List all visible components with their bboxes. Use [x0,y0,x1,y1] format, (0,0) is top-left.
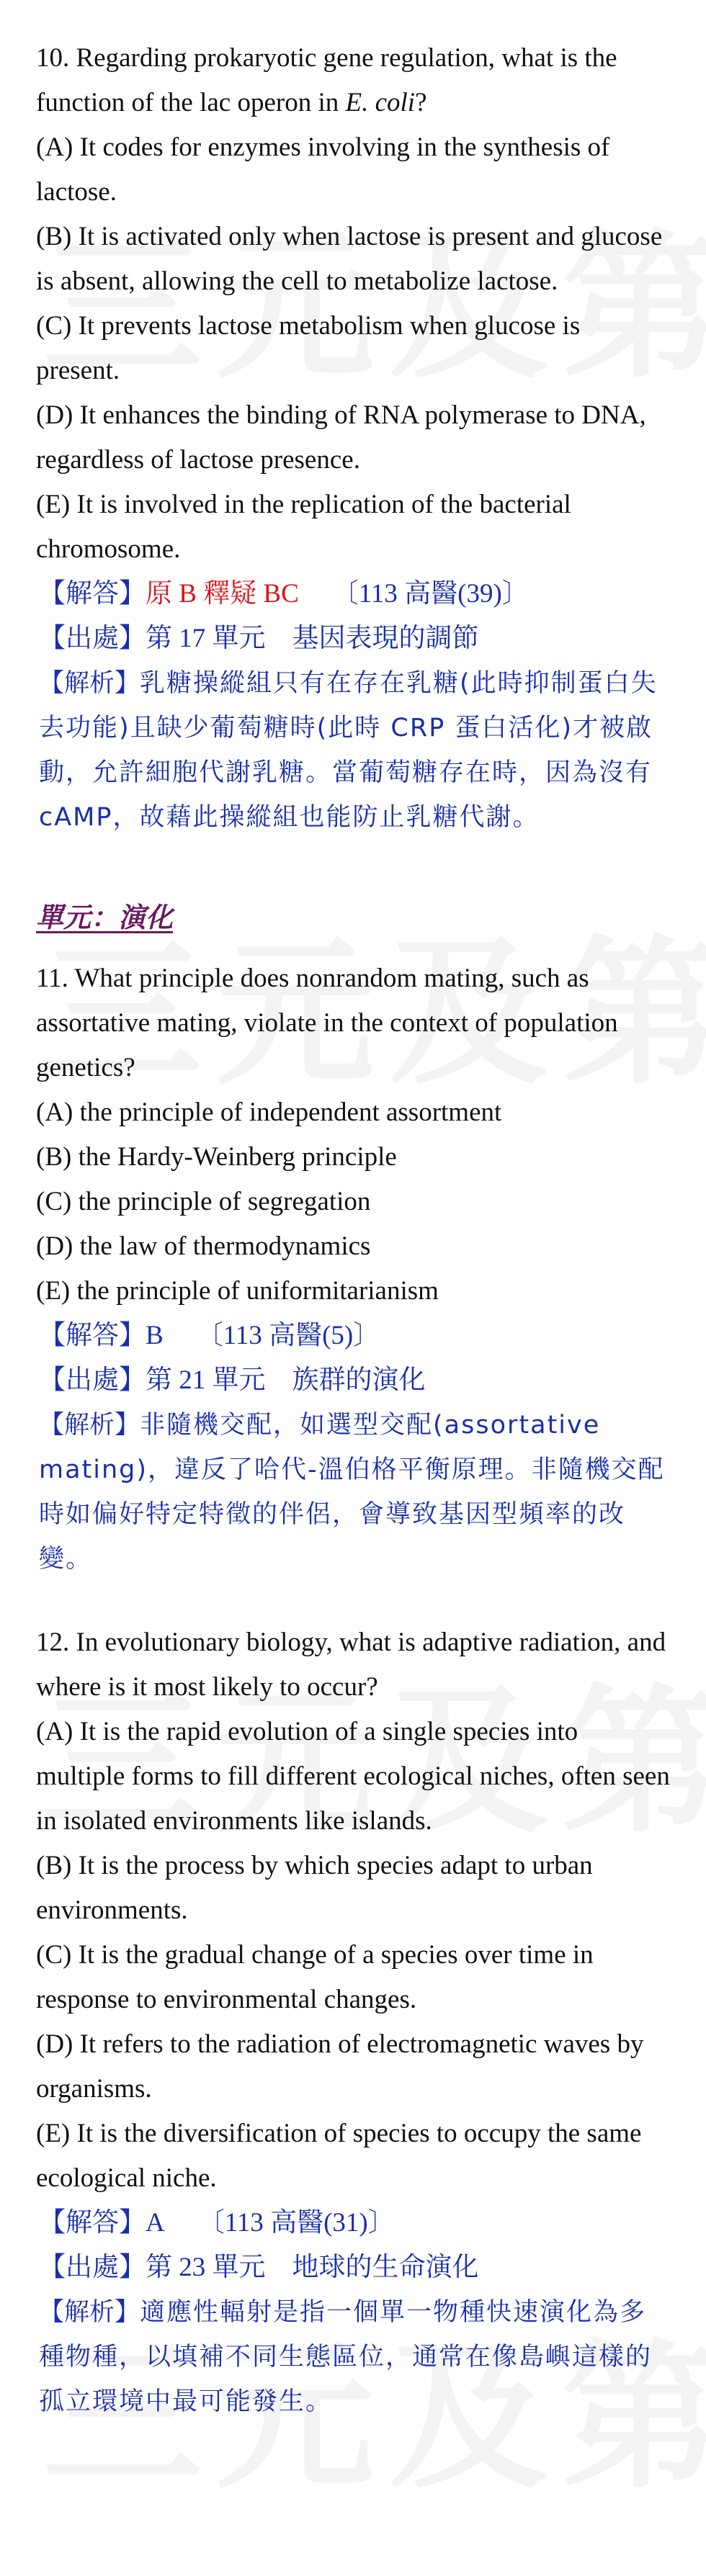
option-c: (C) the principle of segregation [36,1187,371,1216]
stem-text: 10. Regarding prokaryotic gene regulation, what is the function of the lac operon in [36,43,617,117]
option-d: (D) It refers to the radiation of electromagnetic waves by organisms. [36,2029,644,2104]
explanation-text: 非隨機交配，如選型交配(assortative mating)，違反了哈代-溫伯格平衡原理。非隨機交配時如偏好特定特徵的伴侶，會導致基因型頻率的改變。 [39,1411,665,1574]
answer-value: A [146,2208,165,2238]
answer-line [36,2201,670,2245]
source-tag: 【出處】 [39,624,146,653]
explanation-tag: 【解析】 [39,1411,140,1439]
answer-reference: 〔113 高醫(5)〕 [196,1321,380,1350]
option-e: (E) It is involved in the replication of the bacterial chromosome. [36,490,571,564]
question-10 [36,36,670,840]
option-b: (B) It is the process by which species adapt to urban environments. [36,1851,593,1925]
explanation [36,1403,670,1581]
answer-line [36,572,670,616]
question-stem: 11. What principle does nonrandom mating, such as assortative mating, violate in the context of population genetics? [36,964,618,1082]
option-a: (A) It is the rapid evolution of a single species into multiple forms to fill different ecological niches, often seen in isolated environments like islands. [36,1717,670,1836]
section-gap [36,1581,670,1620]
option-e: (E) It is the diversification of species to occupy the same ecological niche. [36,2119,642,2193]
question-stem: 12. In evolutionary biology, what is adaptive radiation, and where is it most likely to occur? [36,1628,666,1702]
answer-reference: 〔113 高醫(39)〕 [331,579,529,609]
answer-value: B [146,1321,164,1350]
answer-line [36,1314,670,1358]
option-d: (D) the law of thermodynamics [36,1231,371,1261]
option-c: (C) It prevents lactose metabolism when glucose is present. [36,311,581,385]
option-d: (D) It enhances the binding of RNA polymerase to DNA, regardless of lactose presence. [36,400,646,475]
answer-block [36,572,670,840]
source-text: 第 21 單元 族群的演化 [146,1365,426,1395]
answer-block [36,2201,670,2424]
answer-reference: 〔113 高醫(31)〕 [197,2208,395,2238]
answer-tag: 【解答】 [39,579,146,609]
question-12 [36,1620,670,2424]
option-b: (B) the Hardy-Weinberg principle [36,1142,397,1172]
source-text: 第 17 單元 基因表現的調節 [146,624,479,653]
answer-value: 原 B 釋疑 BC [146,579,299,609]
answer-block [36,1314,670,1581]
explanation-text: 適應性輻射是指一個單一物種快速演化為多種物種，以填補不同生態區位，通常在像島嶼這樣的孤立環境中最可能發生。 [39,2298,653,2416]
source-line [36,1358,670,1403]
source-tag: 【出處】 [39,1365,146,1395]
source-line [36,616,670,661]
stem-end: ? [415,88,427,117]
explanation [36,2290,670,2424]
option-c: (C) It is the gradual change of a species over time in response to environmental changes. [36,1940,594,2014]
explanation [36,661,670,840]
explanation-tag: 【解析】 [39,669,140,697]
answer-tag: 【解答】 [39,2208,146,2238]
option-a: (A) the principle of independent assortment [36,1098,502,1127]
question-stem [36,36,670,125]
source-line [36,2245,670,2290]
option-a: (A) It codes for enzymes involving in the synthesis of lactose. [36,133,610,207]
question-11 [36,956,670,1581]
explanation-tag: 【解析】 [39,2298,140,2326]
answer-tag: 【解答】 [39,1321,146,1350]
option-e: (E) the principle of uniformitarianism [36,1276,439,1306]
source-text: 第 23 單元 地球的生命演化 [146,2253,479,2282]
unit-title: 單元：演化 [36,902,174,933]
option-b: (B) It is activated only when lactose is present and glucose is absent, allowing the cell to metabolize lactose. [36,222,663,296]
document-body [36,36,670,2424]
explanation-text: 乳糖操縱組只有在存在乳糖(此時抑制蛋白失去功能)且缺少葡萄糖時(此時 CRP 蛋白活化)才被啟動，允許細胞代謝乳糖。當葡萄糖存在時，因為沒有 cAMP，故藉此操縱組也能防止乳糖代謝。 [39,669,658,832]
stem-italic: E. coli [345,88,416,117]
source-tag: 【出處】 [39,2253,146,2282]
